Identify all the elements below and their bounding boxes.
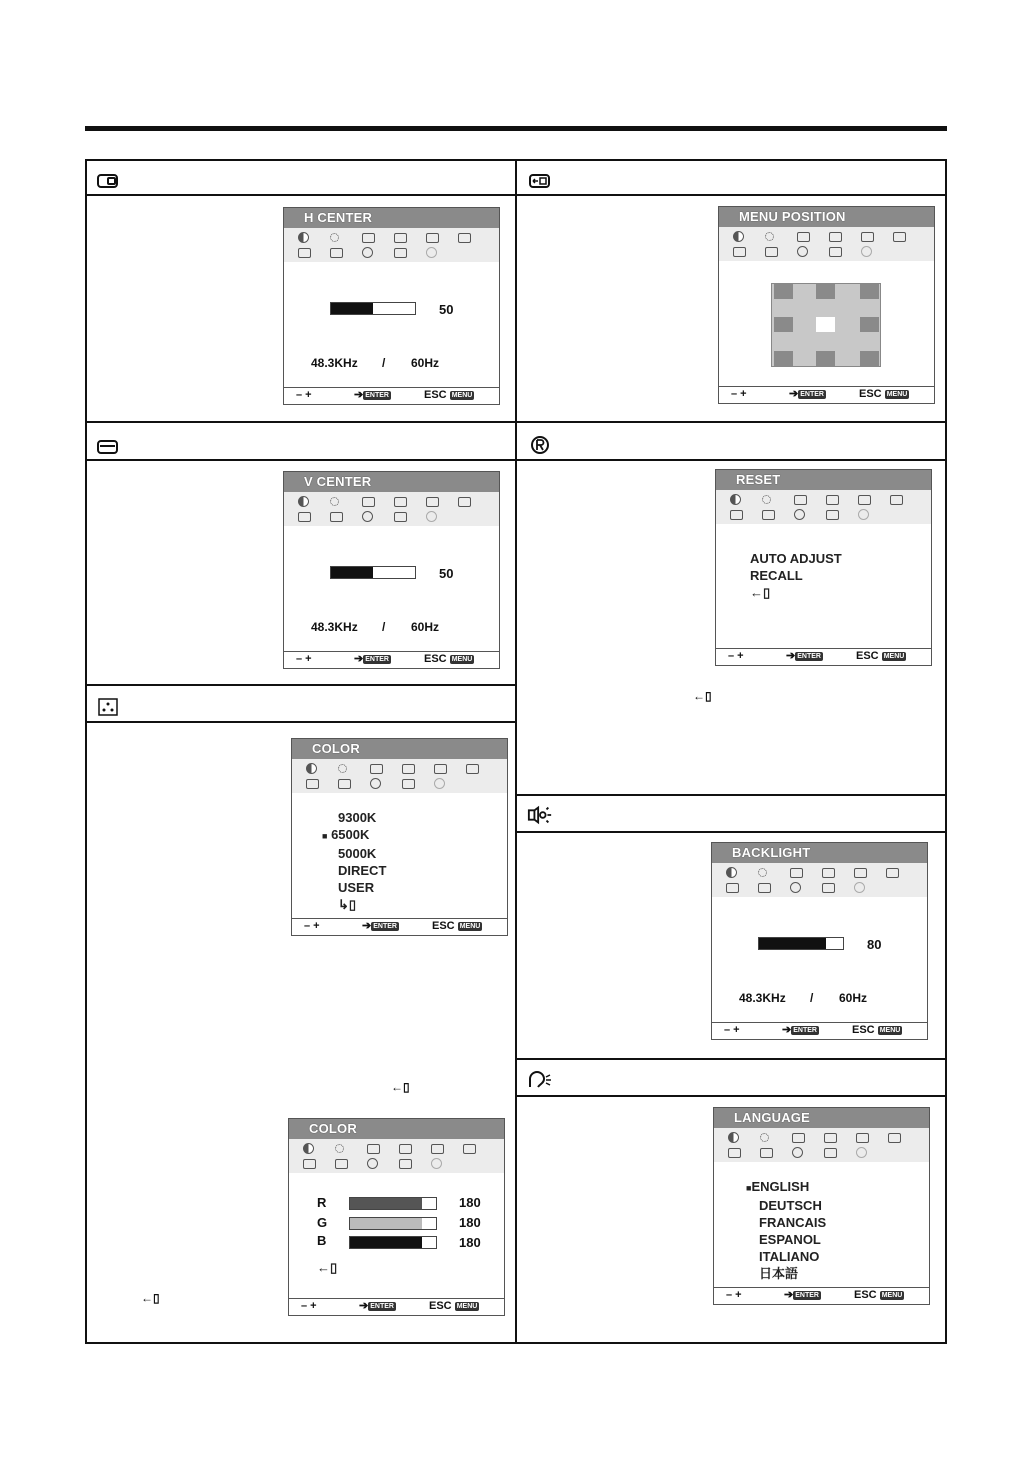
reset-icon [362, 247, 373, 258]
menu-position-icon [527, 170, 553, 192]
osd-icon-strip [284, 492, 499, 526]
osd-footer [284, 651, 499, 668]
position-cell[interactable] [816, 351, 835, 366]
language-english-option[interactable] [746, 1178, 826, 1197]
contrast-icon [303, 1143, 314, 1154]
backlight-value: 80 [867, 937, 882, 952]
enter-arrow: ➔ [786, 650, 796, 662]
esc-hint [429, 1299, 479, 1314]
brightness-icon [762, 495, 771, 504]
osd-v-center [283, 471, 500, 669]
v-size-icon [829, 232, 842, 242]
color-direct-option[interactable]: DIRECT [338, 863, 387, 878]
menu-key: MENU [881, 1291, 903, 1299]
selected-marker: ■ [746, 1183, 752, 1193]
blue-label: B [317, 1233, 327, 1248]
osd-footer [292, 918, 507, 935]
color-icon [726, 883, 739, 893]
osd-title: BACKLIGHT [712, 843, 927, 863]
esc-label: ESC [424, 389, 447, 401]
osd-language [713, 1107, 930, 1305]
adjust-hint: – + [296, 389, 312, 401]
brightness-icon [765, 232, 774, 241]
top-rule [85, 126, 947, 131]
backlight-icon [394, 248, 407, 258]
color-9300k-option[interactable]: 9300K [338, 810, 377, 825]
h-frequency: 48.3KHz [311, 620, 358, 634]
red-label: R [317, 1195, 327, 1210]
h-frequency: 48.3KHz [739, 991, 786, 1005]
divider [85, 459, 516, 461]
adjust-hint: – + [731, 388, 747, 400]
brightness-icon [338, 764, 347, 773]
backlight-icon [822, 883, 835, 893]
h-position-icon [426, 233, 439, 243]
contrast-icon [306, 763, 317, 774]
menu-key: MENU [456, 1302, 478, 1310]
color-icon [298, 248, 311, 258]
h-size-icon [362, 233, 375, 243]
position-cell[interactable] [860, 284, 879, 299]
divider [516, 421, 947, 423]
enter-hint [354, 388, 391, 403]
freq-separator: / [810, 991, 814, 1005]
enter-arrow: ➔ [789, 388, 799, 400]
brightness-icon [760, 1133, 769, 1142]
h-size-icon [794, 495, 807, 505]
osd-title: LANGUAGE [714, 1108, 929, 1128]
esc-label: ESC [424, 653, 447, 665]
osd-backlight [711, 842, 928, 1040]
color-icon [303, 1159, 316, 1169]
enter-hint [782, 1023, 819, 1038]
osd-icon-strip [284, 228, 499, 262]
osd-menu-position [718, 206, 935, 404]
osd-color-preset [291, 738, 508, 936]
esc-hint [424, 388, 474, 403]
position-cell[interactable] [860, 317, 879, 332]
reset-icon [527, 434, 553, 456]
osd-icon-strip [716, 490, 931, 524]
enter-key: ENTER [365, 655, 389, 663]
esc-hint [852, 1023, 902, 1038]
menu-position-icon [338, 779, 351, 789]
color-user-option[interactable]: USER [338, 880, 375, 895]
h-position-icon [434, 764, 447, 774]
reset-icon [797, 246, 808, 257]
enter-key: ENTER [793, 1026, 817, 1034]
red-value: 180 [459, 1195, 481, 1210]
divider [85, 684, 516, 686]
h-size-icon [370, 764, 383, 774]
brightness-icon [330, 233, 339, 242]
slider-fill [331, 303, 373, 314]
adjust-hint: – + [304, 920, 320, 932]
exit-symbol: ←▯ [141, 1291, 160, 1305]
osd-h-center [283, 207, 500, 405]
h-size-icon [797, 232, 810, 242]
enter-key: ENTER [795, 1291, 819, 1299]
h-center-value: 50 [439, 302, 454, 317]
esc-hint [424, 652, 474, 667]
enter-key: ENTER [797, 652, 821, 660]
osd-footer [712, 1022, 927, 1039]
v-size-icon [822, 868, 835, 878]
backlight-icon [402, 779, 415, 789]
adjust-hint: – + [728, 650, 744, 662]
exit-symbol: ←▯ [693, 689, 712, 703]
language-francais-option[interactable]: FRANCAIS [759, 1215, 827, 1230]
column-divider [515, 159, 517, 1344]
enter-arrow: ➔ [784, 1289, 794, 1301]
enter-arrow: ➔ [782, 1024, 792, 1036]
brightness-icon [335, 1144, 344, 1153]
esc-label: ESC [429, 1300, 452, 1312]
divider [516, 794, 947, 796]
osd-footer [289, 1298, 504, 1315]
v-position-icon [95, 436, 121, 458]
esc-label: ESC [852, 1024, 875, 1036]
reset-icon [370, 778, 381, 789]
enter-hint [789, 387, 826, 402]
h-size-icon [792, 1133, 805, 1143]
position-grid [771, 283, 881, 367]
h-size-icon [362, 497, 375, 507]
reset-options [750, 550, 842, 601]
language-options [746, 1178, 826, 1282]
green-value: 180 [459, 1215, 481, 1230]
menu-key: MENU [879, 1026, 901, 1034]
contrast-icon [298, 496, 309, 507]
freq-separator: / [382, 356, 386, 370]
reset-icon [792, 1147, 803, 1158]
v-frequency: 60Hz [839, 991, 868, 1005]
menu-position-icon [762, 510, 775, 520]
osd-footer [714, 1287, 929, 1304]
v-size-icon [826, 495, 839, 505]
h-position-icon [858, 495, 871, 505]
osd-icon-strip [714, 1128, 929, 1162]
divider [516, 1058, 947, 1060]
color-temp-options [322, 809, 386, 913]
contrast-icon [726, 867, 737, 878]
contrast-icon [730, 494, 741, 505]
brightness-icon [758, 868, 767, 877]
backlight-icon [829, 247, 842, 257]
language-japanese-option[interactable]: 日本語 [759, 1266, 799, 1281]
h-position-icon [854, 868, 867, 878]
adjust-hint: – + [726, 1289, 742, 1301]
menu-position-icon [330, 512, 343, 522]
position-cell[interactable] [774, 284, 793, 299]
language-icon [426, 511, 437, 522]
v-size-icon [402, 764, 415, 774]
osd-title: COLOR [289, 1119, 504, 1139]
adjust-hint: – + [301, 1300, 317, 1312]
enter-arrow: ➔ [359, 1300, 369, 1312]
reset-icon [790, 882, 801, 893]
language-icon [858, 509, 869, 520]
osd-title: RESET [716, 470, 931, 490]
adjust-hint: – + [296, 653, 312, 665]
menu-position-icon [765, 247, 778, 257]
v-size-icon [394, 497, 407, 507]
backlight-icon [399, 1159, 412, 1169]
h-size-icon [790, 868, 803, 878]
v-frequency: 60Hz [411, 620, 440, 634]
language-icon [856, 1147, 867, 1158]
exit-option[interactable]: ←▯ [750, 585, 771, 600]
position-cell[interactable] [774, 317, 793, 332]
osd-title: MENU POSITION [719, 207, 934, 227]
language-icon [434, 778, 445, 789]
h-frequency: 48.3KHz [311, 356, 358, 370]
slider-fill [350, 1218, 422, 1229]
green-label: G [317, 1215, 328, 1230]
v-position-icon [458, 233, 471, 243]
position-cell[interactable] [774, 351, 793, 366]
reset-icon [362, 511, 373, 522]
enter-hint [786, 649, 823, 664]
esc-hint [859, 387, 909, 402]
enter-hint [359, 1299, 396, 1314]
language-deutsch-option[interactable]: DEUTSCH [759, 1198, 822, 1213]
adjust-hint: – + [724, 1024, 740, 1036]
divider [516, 1095, 947, 1097]
osd-reset [715, 469, 932, 666]
menu-position-icon [335, 1159, 348, 1169]
blue-slider[interactable] [349, 1236, 437, 1249]
slider-fill [350, 1237, 422, 1248]
enter-arrow: ➔ [354, 653, 364, 665]
color-icon [306, 779, 319, 789]
v-frequency: 60Hz [411, 356, 440, 370]
h-position-icon [95, 170, 121, 192]
exit-option[interactable]: ↳▯ [338, 897, 357, 912]
exit-option[interactable]: ←▯ [317, 1260, 338, 1275]
enter-hint [354, 652, 391, 667]
slider-fill [350, 1198, 422, 1209]
backlight-icon [824, 1148, 837, 1158]
option-label: ENGLISH [751, 1179, 810, 1194]
contrast-icon [728, 1132, 739, 1143]
divider [85, 421, 516, 423]
red-slider[interactable] [349, 1197, 437, 1210]
osd-icon-strip [719, 227, 934, 261]
v-position-icon [886, 868, 899, 878]
selected-marker: ■ [322, 831, 328, 841]
enter-key: ENTER [373, 922, 397, 930]
menu-key: MENU [451, 391, 473, 399]
v-center-value: 50 [439, 566, 454, 581]
color-5000k-option[interactable]: 5000K [338, 846, 377, 861]
green-slider[interactable] [349, 1217, 437, 1230]
v-center-slider[interactable] [330, 566, 416, 579]
option-label: 6500K [331, 827, 370, 842]
osd-icon-strip [289, 1139, 504, 1173]
v-position-icon [893, 232, 906, 242]
position-cell[interactable] [816, 284, 835, 299]
esc-label: ESC [856, 650, 879, 662]
blue-value: 180 [459, 1235, 481, 1250]
menu-position-icon [760, 1148, 773, 1158]
auto-adjust-option[interactable]: AUTO ADJUST [750, 551, 842, 566]
position-cell[interactable] [860, 351, 879, 366]
h-center-slider[interactable] [330, 302, 416, 315]
v-size-icon [824, 1133, 837, 1143]
backlight-slider[interactable] [758, 937, 844, 950]
color-icon [728, 1148, 741, 1158]
menu-key: MENU [459, 922, 481, 930]
esc-label: ESC [859, 388, 882, 400]
h-position-icon [431, 1144, 444, 1154]
language-icon [861, 246, 872, 257]
freq-separator: / [382, 620, 386, 634]
enter-key: ENTER [370, 1302, 394, 1310]
exit-symbol: ←▯ [391, 1080, 410, 1094]
enter-key: ENTER [800, 390, 824, 398]
contrast-icon [298, 232, 309, 243]
menu-position-icon [330, 248, 343, 258]
backlight-icon [826, 510, 839, 520]
osd-icon-strip [712, 863, 927, 897]
divider [516, 194, 947, 196]
menu-key: MENU [886, 390, 908, 398]
v-position-icon [466, 764, 479, 774]
backlight-icon [394, 512, 407, 522]
esc-hint [856, 649, 906, 664]
backlight-icon [527, 804, 553, 826]
color-icon [298, 512, 311, 522]
language-espanol-option[interactable]: ESPANOL [759, 1232, 821, 1247]
v-position-icon [463, 1144, 476, 1154]
enter-hint [784, 1288, 821, 1303]
reset-icon [794, 509, 805, 520]
language-icon [527, 1069, 553, 1091]
osd-title: V CENTER [284, 472, 499, 492]
divider [516, 831, 947, 833]
osd-footer [716, 648, 931, 665]
h-position-icon [856, 1133, 869, 1143]
menu-key: MENU [883, 652, 905, 660]
h-position-icon [861, 232, 874, 242]
v-size-icon [394, 233, 407, 243]
color-6500k-option[interactable] [322, 826, 386, 845]
menu-key: MENU [451, 655, 473, 663]
esc-hint [854, 1288, 904, 1303]
enter-key: ENTER [365, 391, 389, 399]
reset-icon [367, 1158, 378, 1169]
language-icon [854, 882, 865, 893]
v-position-icon [890, 495, 903, 505]
h-position-icon [426, 497, 439, 507]
v-position-icon [888, 1133, 901, 1143]
slider-fill [331, 567, 373, 578]
color-icon [733, 247, 746, 257]
position-cell-center[interactable] [816, 317, 835, 332]
osd-footer [719, 386, 934, 403]
osd-icon-strip [292, 759, 507, 793]
divider [85, 194, 516, 196]
v-position-icon [458, 497, 471, 507]
divider [85, 721, 516, 723]
color-icon [730, 510, 743, 520]
language-italiano-option[interactable]: ITALIANO [759, 1249, 820, 1264]
osd-footer [284, 387, 499, 404]
color-icon [95, 696, 121, 718]
v-size-icon [399, 1144, 412, 1154]
enter-hint [362, 919, 399, 934]
esc-hint [432, 919, 482, 934]
language-icon [426, 247, 437, 258]
osd-title: COLOR [292, 739, 507, 759]
h-size-icon [367, 1144, 380, 1154]
osd-title: H CENTER [284, 208, 499, 228]
esc-label: ESC [432, 920, 455, 932]
esc-label: ESC [854, 1289, 877, 1301]
brightness-icon [330, 497, 339, 506]
osd-color-rgb [288, 1118, 505, 1316]
divider [516, 459, 947, 461]
recall-option[interactable]: RECALL [750, 568, 803, 583]
language-icon [431, 1158, 442, 1169]
contrast-icon [733, 231, 744, 242]
enter-arrow: ➔ [354, 389, 364, 401]
enter-arrow: ➔ [362, 920, 372, 932]
menu-position-icon [758, 883, 771, 893]
slider-fill [759, 938, 826, 949]
